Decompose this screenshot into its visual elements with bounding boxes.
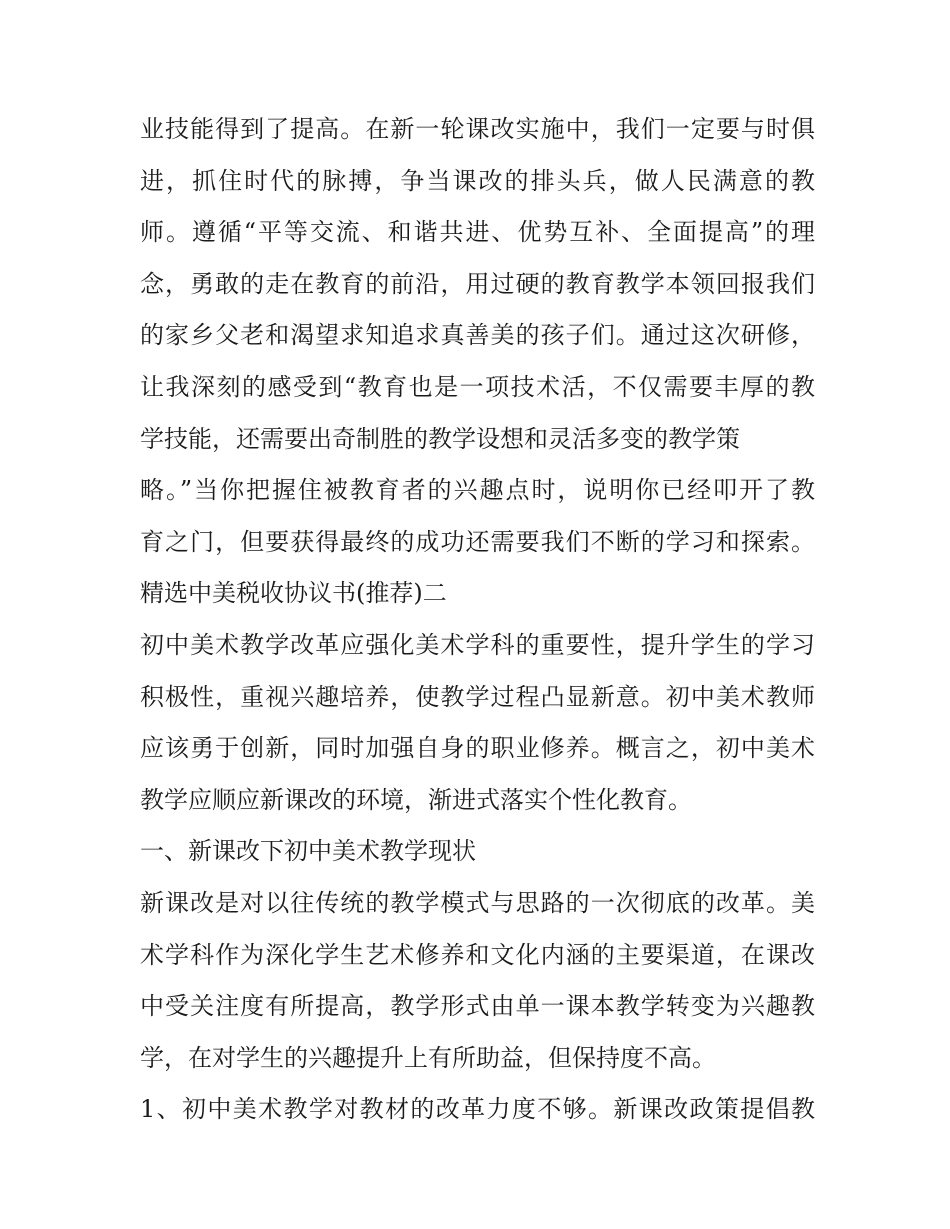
text-line: 学技能，还需要出奇制胜的教学设想和灵活多变的教学策 (140, 424, 740, 453)
text-line: 的家乡父老和渴望求知追求真善美的孩子们。通过这次研修， (140, 321, 815, 350)
body-text (140, 104, 815, 1136)
section-heading: 一、新课改下初中美术教学现状 (140, 837, 476, 866)
text-line: 进，抓住时代的脉搏，争当课改的排头兵，做人民满意的教 (140, 166, 815, 195)
text-line: 育之门，但要获得最终的成功还需要我们不断的学习和探索。 (140, 527, 815, 556)
text-line: 积极性，重视兴趣培养，使教学过程凸显新意。初中美术教师 (140, 682, 815, 711)
section-heading: 精选中美税收协议书(推荐)二 (140, 579, 447, 608)
text-line: 念，勇敢的走在教育的前沿，用过硬的教育教学本领回报我们 (140, 269, 815, 298)
text-line: 术学科作为深化学生艺术修养和文化内涵的主要渠道，在课改 (140, 940, 815, 969)
text-line: 让我深刻的感受到“教育也是一项技术活，不仅需要丰厚的教 (140, 372, 815, 401)
text-line: 略。”当你把握住被教育者的兴趣点时，说明你已经叩开了教 (140, 476, 815, 505)
text-line: 业技能得到了提高。在新一轮课改实施中，我们一定要与时俱 (140, 115, 815, 143)
text-line: 师。遵循“平等交流、和谐共进、优势互补、全面提高”的理 (140, 218, 815, 247)
text-line: 初中美术教学改革应强化美术学科的重要性，提升学生的学习 (140, 630, 815, 659)
text-line: 1、初中美术教学对教材的改革力度不够。新课改政策提倡教 (140, 1095, 815, 1124)
text-line: 新课改是对以往传统的教学模式与思路的一次彻底的改革。美 (140, 888, 815, 917)
text-line: 中受关注度有所提高，教学形式由单一课本教学转变为兴趣教 (140, 992, 815, 1021)
text-line: 应该勇于创新，同时加强自身的职业修养。概言之，初中美术 (140, 734, 815, 763)
text-line: 教学应顺应新课改的环境，渐进式落实个性化教育。 (140, 785, 692, 814)
text-line: 学，在对学生的兴趣提升上有所助益，但保持度不高。 (140, 1043, 716, 1072)
